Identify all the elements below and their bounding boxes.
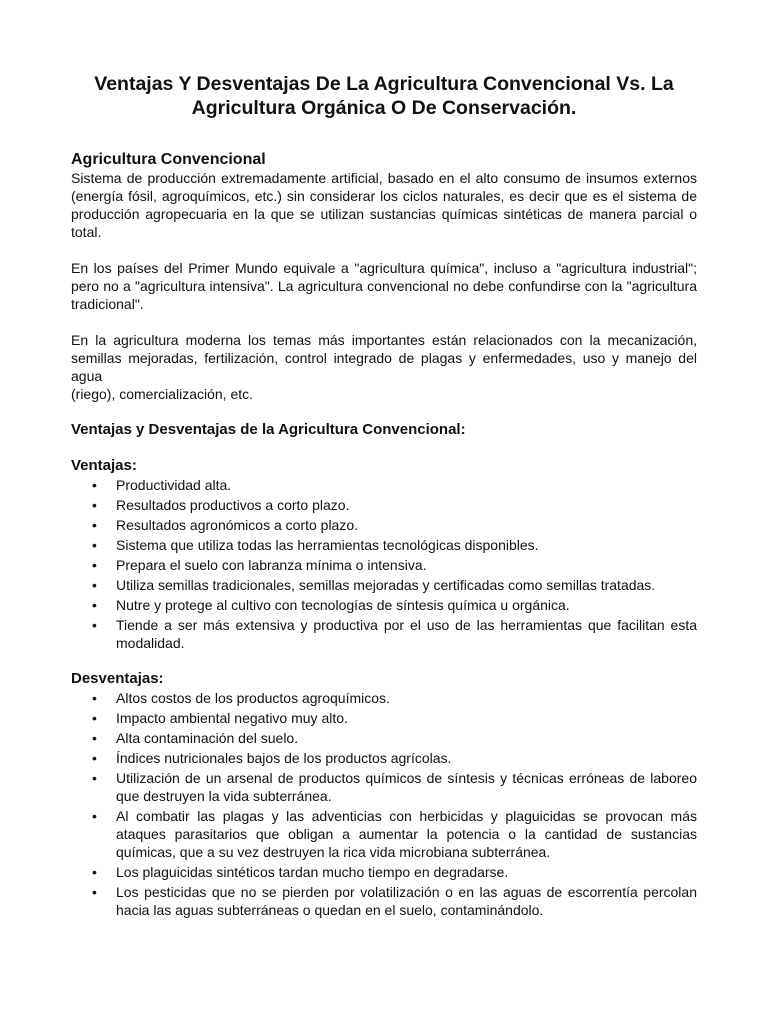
bullet-icon: • bbox=[92, 690, 97, 706]
list-item bbox=[71, 596, 697, 614]
bullet-icon: • bbox=[92, 730, 97, 746]
list-item bbox=[71, 807, 697, 861]
bullet-icon: • bbox=[92, 517, 97, 533]
list-item-text: Resultados productivos a corto plazo. bbox=[116, 497, 350, 513]
list-item bbox=[71, 729, 697, 747]
spacer bbox=[71, 313, 697, 331]
list-item-text: Los plaguicidas sintéticos tardan mucho tiempo en degradarse. bbox=[116, 864, 509, 880]
list-item-text: Los pesticidas que no se pierden por volatilización o en las aguas de escorrentía percolan hacia las aguas subterráneas o quedan en el suelo, contaminándolo. bbox=[116, 884, 697, 918]
list-item-text: Altos costos de los productos agroquímicos. bbox=[116, 690, 390, 706]
list-item bbox=[71, 709, 697, 727]
list-item bbox=[71, 863, 697, 881]
list-item-text: Productividad alta. bbox=[116, 477, 232, 493]
list-item-text: Al combatir las plagas y las adventicias con herbicidas y plaguicidas se provocan más ataques parasitarios que obligan a aumentar la potencia o la cantidad de sustancias químicas, que a su vez destruyen la rica vida microbiana subterránea. bbox=[116, 808, 697, 860]
list-item bbox=[71, 516, 697, 534]
list-item-text: Índices nutricionales bajos de los productos agrícolas. bbox=[116, 750, 452, 766]
bullet-icon: • bbox=[92, 710, 97, 726]
ventajas-list bbox=[71, 476, 697, 652]
paragraph-modern-agriculture-continued: (riego), comercialización, etc. bbox=[71, 386, 254, 402]
paragraph-modern-agriculture: En la agricultura moderna los temas más importantes están relacionados con la mecanización, semillas mejoradas, fertilización, control integrado de plagas y enfermedades, uso y manejo del agua bbox=[71, 332, 697, 384]
list-item bbox=[71, 769, 697, 805]
list-item bbox=[71, 689, 697, 707]
spacer bbox=[71, 439, 697, 457]
desventajas-list bbox=[71, 689, 697, 919]
list-item-text: Prepara el suelo con labranza mínima o intensiva. bbox=[116, 557, 427, 573]
paragraph-definition: Sistema de producción extremadamente artificial, basado en el alto consumo de insumos externos (energía fósil, agroquímicos, etc.) sin considerar los ciclos naturales, es decir que es el sistema de producción agropecuaria en la que se utilizan sustancias químicas sintéticas de manera parcial o total. bbox=[71, 170, 697, 240]
list-item-text: Alta contaminación del suelo. bbox=[116, 730, 299, 746]
list-item-text: Nutre y protege al cultivo con tecnologías de síntesis química u orgánica. bbox=[116, 597, 570, 613]
list-item bbox=[71, 749, 697, 767]
bullet-icon: • bbox=[92, 577, 97, 593]
spacer bbox=[71, 654, 697, 670]
list-item-text: Tiende a ser más extensiva y productiva por el uso de las herramientas que facilitan esta modalidad. bbox=[116, 617, 697, 651]
bullet-icon: • bbox=[92, 537, 97, 553]
spacer bbox=[71, 120, 697, 150]
list-item bbox=[71, 536, 697, 554]
list-item-text: Utiliza semillas tradicionales, semillas mejoradas y certificadas como semillas tratadas. bbox=[116, 577, 656, 593]
spacer bbox=[71, 403, 697, 421]
bullet-icon: • bbox=[92, 497, 97, 513]
pros-cons-subheading: Ventajas y Desventajas de la Agricultura Convencional: bbox=[71, 421, 466, 438]
bullet-icon: • bbox=[92, 597, 97, 613]
list-item-text: Utilización de un arsenal de productos químicos de síntesis y técnicas erróneas de laboreo que destruyen la vida subterránea. bbox=[116, 770, 697, 804]
list-item bbox=[71, 476, 697, 494]
document-page bbox=[71, 72, 697, 921]
bullet-icon: • bbox=[92, 557, 97, 573]
bullet-icon: • bbox=[92, 884, 97, 900]
list-item bbox=[71, 496, 697, 514]
spacer bbox=[71, 241, 697, 259]
desventajas-heading: Desventajas: bbox=[71, 670, 164, 687]
list-item bbox=[71, 616, 697, 652]
list-item bbox=[71, 576, 697, 594]
bullet-icon: • bbox=[92, 477, 97, 493]
bullet-icon: • bbox=[92, 750, 97, 766]
bullet-icon: • bbox=[92, 770, 97, 786]
list-item-text: Impacto ambiental negativo muy alto. bbox=[116, 710, 348, 726]
document-title: Ventajas Y Desventajas De La Agricultura Convencional Vs. La Agricultura Orgánica O De Conservación. bbox=[94, 73, 674, 119]
bullet-icon: • bbox=[92, 808, 97, 824]
list-item-text: Resultados agronómicos a corto plazo. bbox=[116, 517, 359, 533]
list-item bbox=[71, 883, 697, 919]
bullet-icon: • bbox=[92, 864, 97, 880]
ventajas-heading: Ventajas: bbox=[71, 457, 137, 474]
section-heading: Agricultura Convencional bbox=[71, 151, 266, 168]
bullet-icon: • bbox=[92, 617, 97, 633]
list-item bbox=[71, 556, 697, 574]
list-item-text: Sistema que utiliza todas las herramientas tecnológicas disponibles. bbox=[116, 537, 539, 553]
paragraph-first-world: En los países del Primer Mundo equivale a "agricultura química", incluso a "agricultura industrial"; pero no a "agricultura intensiva". La agricultura convencional no debe confundirse con la "agricultura tradicional". bbox=[71, 260, 697, 312]
